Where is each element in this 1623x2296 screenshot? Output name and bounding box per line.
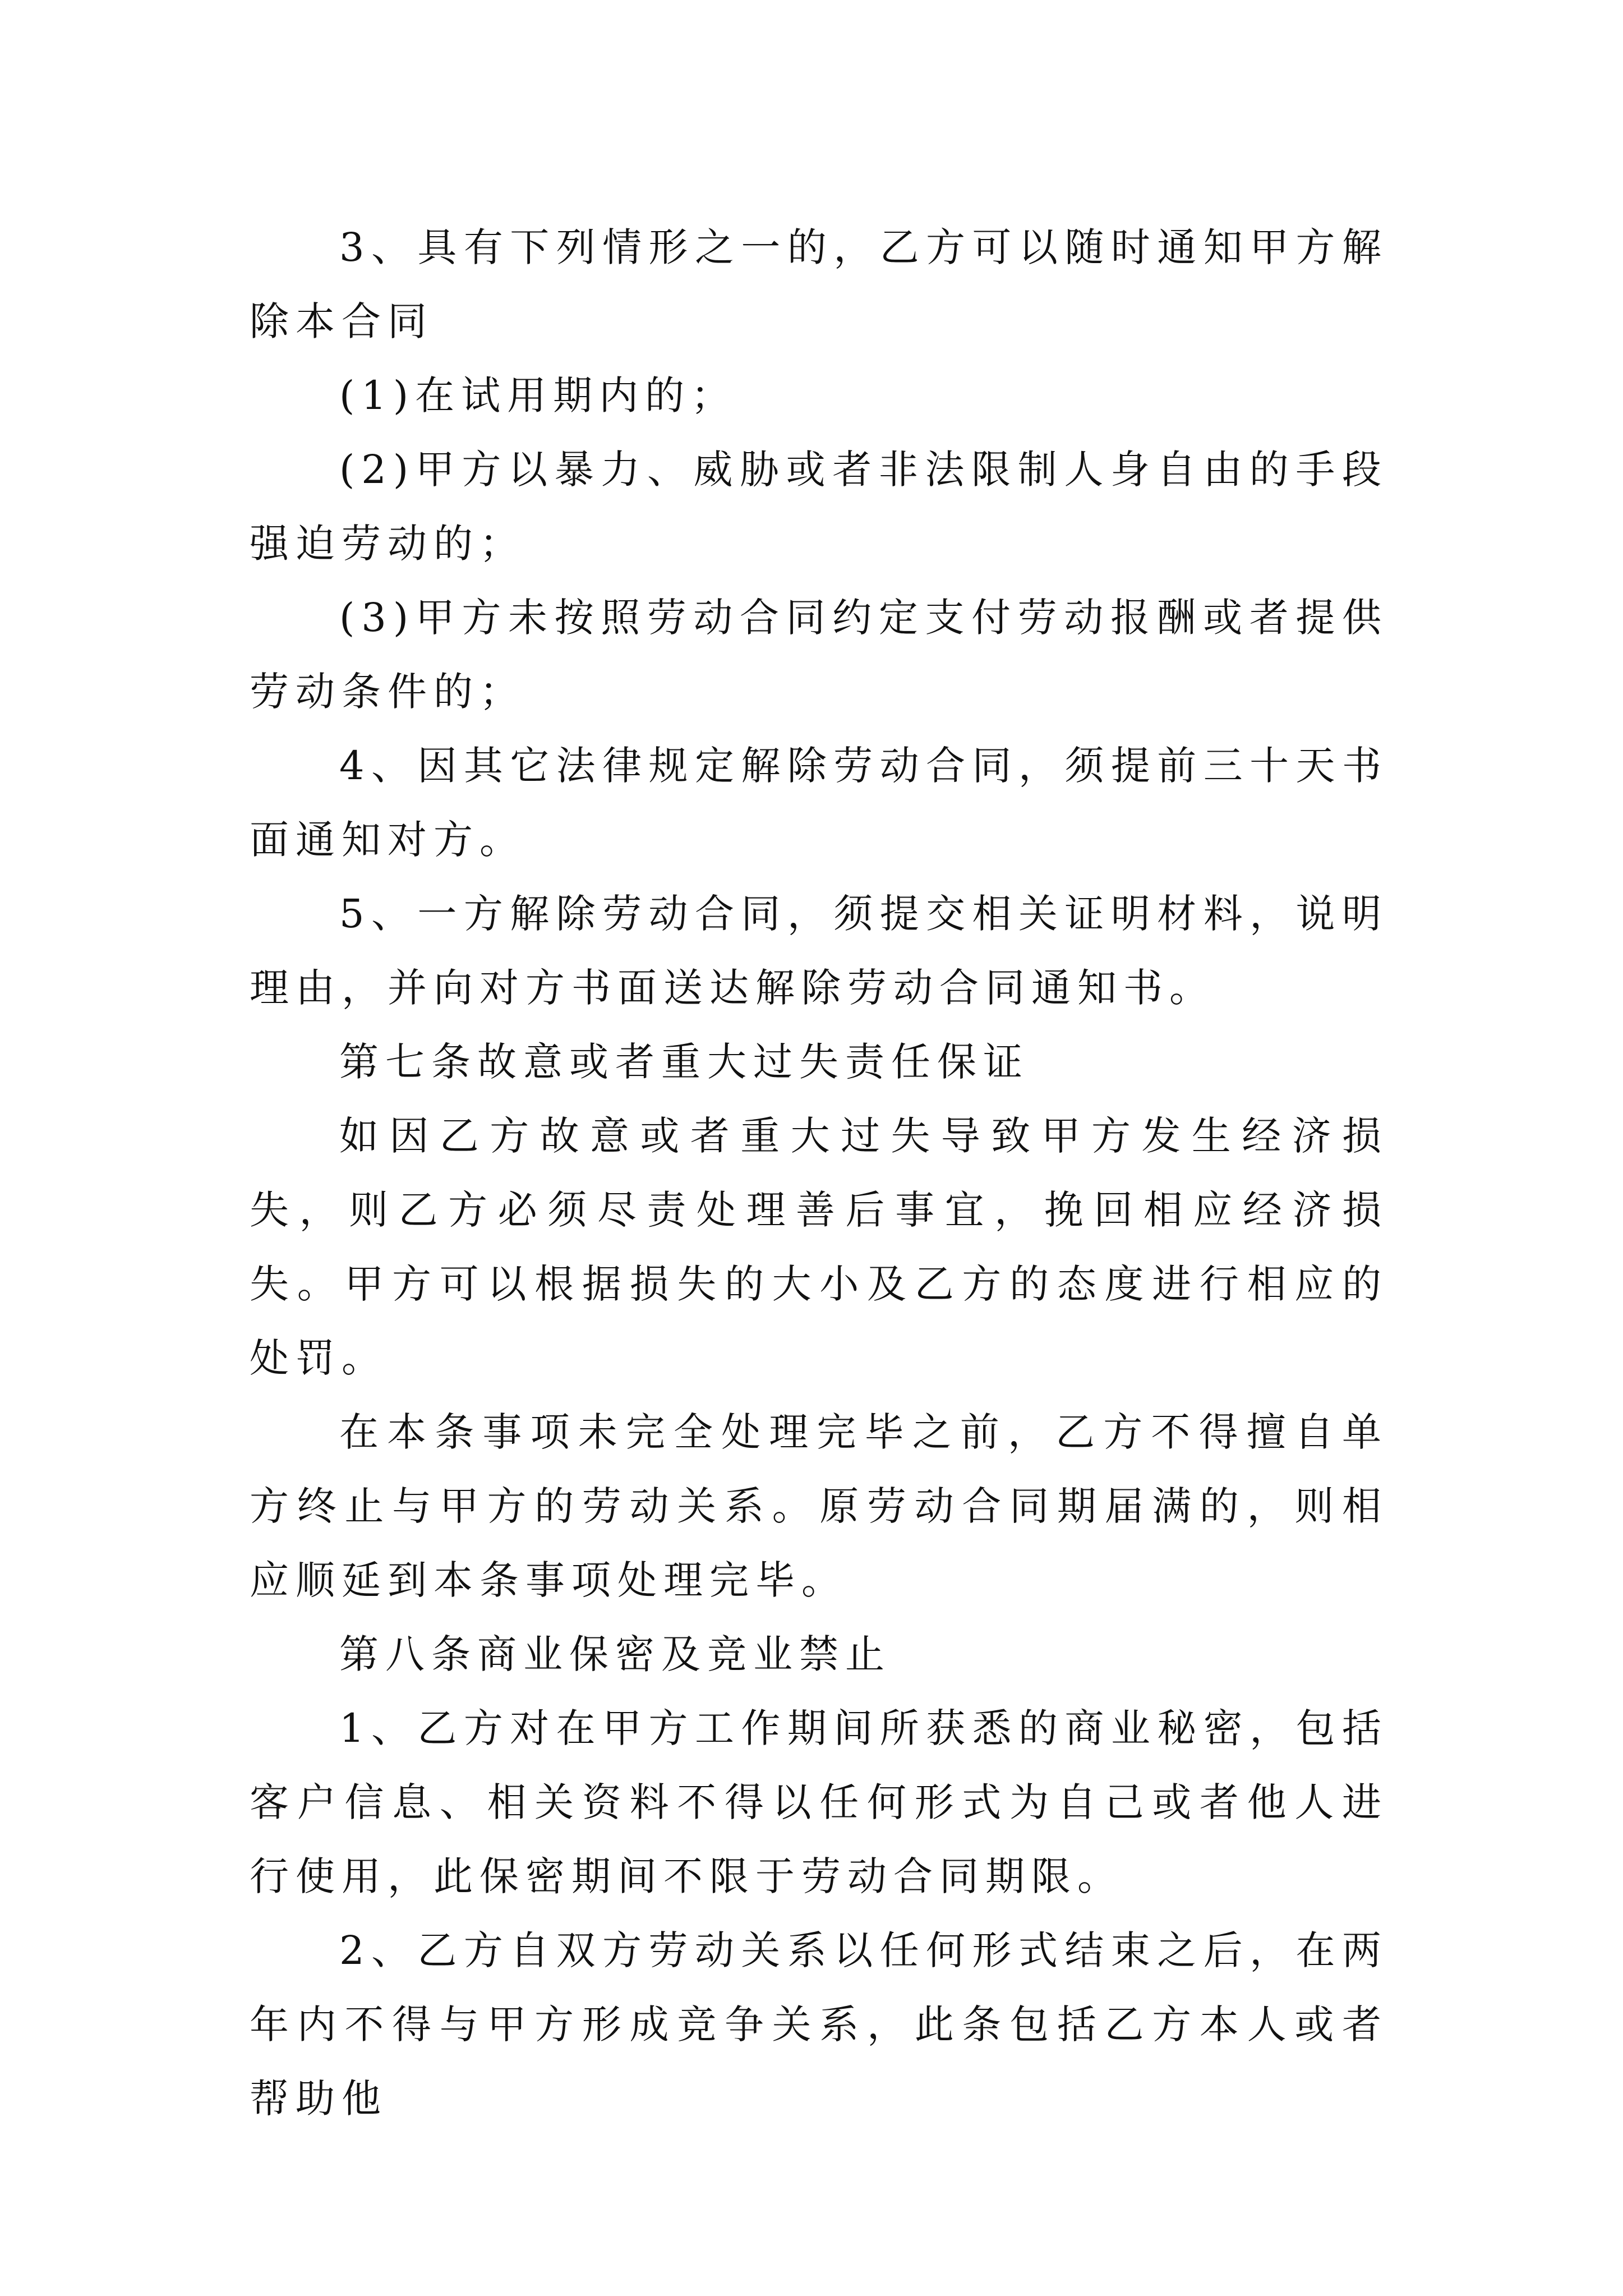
- document-body: [250, 210, 1388, 2136]
- paragraph-item-2: (2)甲方以暴力、威胁或者非法限制人身自由的手段强迫劳动的；: [250, 447, 1388, 567]
- article-8-clause-1: 1、乙方对在甲方工作期间所获悉的商业秘密，包括客户信息、相关资料不得以任何形式为自己或者他人进行使用，此保密期间不限于劳动合同期限。: [250, 1705, 1388, 1899]
- paragraph-item-1: (1)在试用期内的；: [339, 372, 737, 418]
- paragraph-clause-3: 3、具有下列情形之一的，乙方可以随时通知甲方解除本合同: [250, 224, 1388, 344]
- paragraph-clause-4: 4、因其它法律规定解除劳动合同，须提前三十天书面通知对方。: [250, 743, 1388, 863]
- article-8-heading: 第八条商业保密及竞业禁止: [339, 1631, 891, 1677]
- paragraph-item-3: (3)甲方未按照劳动合同约定支付劳动报酬或者提供劳动条件的；: [250, 595, 1388, 715]
- article-7-heading: 第七条故意或者重大过失责任保证: [339, 1039, 1029, 1085]
- article-7-paragraph-1: 如因乙方故意或者重大过失导致甲方发生经济损失，则乙方必须尽责处理善后事宜，挽回相应经济损失。甲方可以根据损失的大小及乙方的态度进行相应的处罚。: [250, 1113, 1388, 1381]
- article-8-clause-2: 2、乙方自双方劳动关系以任何形式结束之后，在两年内不得与甲方形成竞争关系，此条包括乙方本人或者帮助他: [250, 1927, 1388, 2122]
- article-7-paragraph-2: 在本条事项未完全处理完毕之前，乙方不得擅自单方终止与甲方的劳动关系。原劳动合同期届满的，则相应顺延到本条事项处理完毕。: [250, 1409, 1388, 1603]
- paragraph-clause-5: 5、一方解除劳动合同，须提交相关证明材料，说明理由，并向对方书面送达解除劳动合同通知书。: [250, 891, 1388, 1011]
